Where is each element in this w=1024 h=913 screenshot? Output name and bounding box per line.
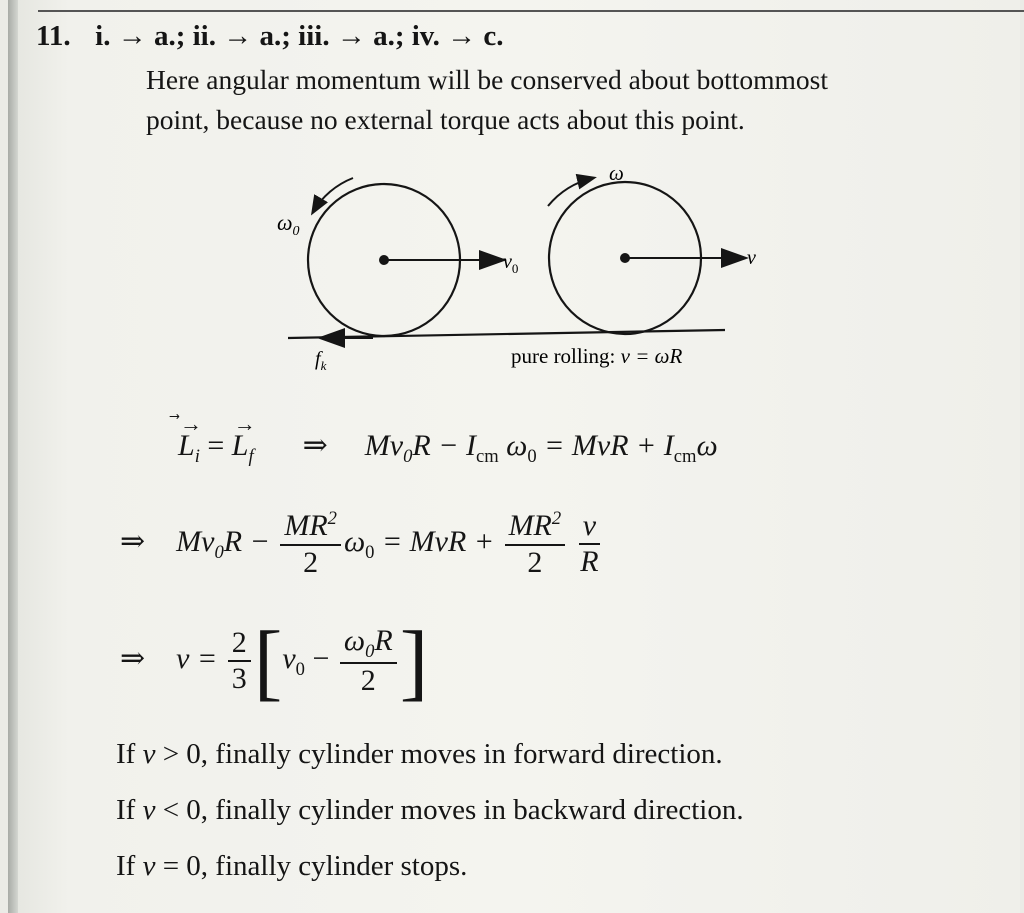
equation-1: ⃗→ $L_i$ = → $L_f$ ⇒ $Mv_0R - I_{cm}$ $\omega_0$ = MvR + $I_{cm}\omega$ bbox=[178, 411, 718, 467]
vector-arrow-icon: ⃗→ bbox=[180, 411, 202, 436]
top-rule bbox=[38, 10, 1024, 12]
fraction-omega0-r-over-2: $\frac{\omega_0R}{2}$ bbox=[340, 624, 397, 699]
fraction-mr2-over-2: $\frac{MR^2}{2}$ bbox=[280, 508, 341, 580]
v-label: v bbox=[747, 247, 756, 269]
explanation-line-1: Here angular momentum will be conserved about bottommost bbox=[146, 64, 828, 95]
conclusion-stops: If v = 0, finally cylinder stops. bbox=[116, 850, 468, 882]
conclusion-backward: If v < 0, finally cylinder moves in backward direction. bbox=[116, 794, 744, 826]
page bbox=[8, 0, 1020, 913]
omega-label: ω bbox=[609, 161, 624, 185]
fraction-mr2-over-2-b: $\frac{MR^2}{2}$ bbox=[505, 508, 566, 580]
equation-3: ⇒ v = $\frac{2}{3}$ [$v_0$ − $\frac{\omega_0R}{2}$ ] bbox=[120, 613, 429, 709]
omega0-arrow bbox=[313, 178, 353, 212]
rolling-cylinder-figure bbox=[263, 160, 763, 375]
question-heading bbox=[36, 20, 504, 53]
question-number: 11. bbox=[36, 20, 71, 52]
v0-label: $v_0$ bbox=[503, 251, 519, 276]
fraction-two-thirds: $\frac{2}{3}$ bbox=[228, 626, 251, 697]
equation-2: ⇒ $Mv_0R$ − $\frac{MR^2}{2}$ $\omega_0$ = MvR + $\frac{MR^2}{2}$ $\frac{v}{R}$ bbox=[120, 508, 599, 579]
page-edge bbox=[8, 0, 18, 913]
conclusion-forward: If v > 0, finally cylinder moves in forward direction. bbox=[116, 738, 723, 770]
vector-arrow-icon: → bbox=[233, 411, 256, 436]
fraction-v-over-r: $\frac{v}{R}$ bbox=[580, 508, 599, 578]
caption: pure rolling: v = ωR bbox=[511, 344, 683, 368]
explanation-line-2: point, because no external torque acts about this point. bbox=[146, 104, 745, 135]
omega0-label: $\omega_0$ bbox=[277, 210, 300, 239]
friction-label: $f_k$ bbox=[315, 348, 327, 373]
ground-line bbox=[288, 330, 725, 338]
answer-key: i. → a.; ii. → a.; iii. → a.; iv. → c. bbox=[95, 20, 504, 52]
